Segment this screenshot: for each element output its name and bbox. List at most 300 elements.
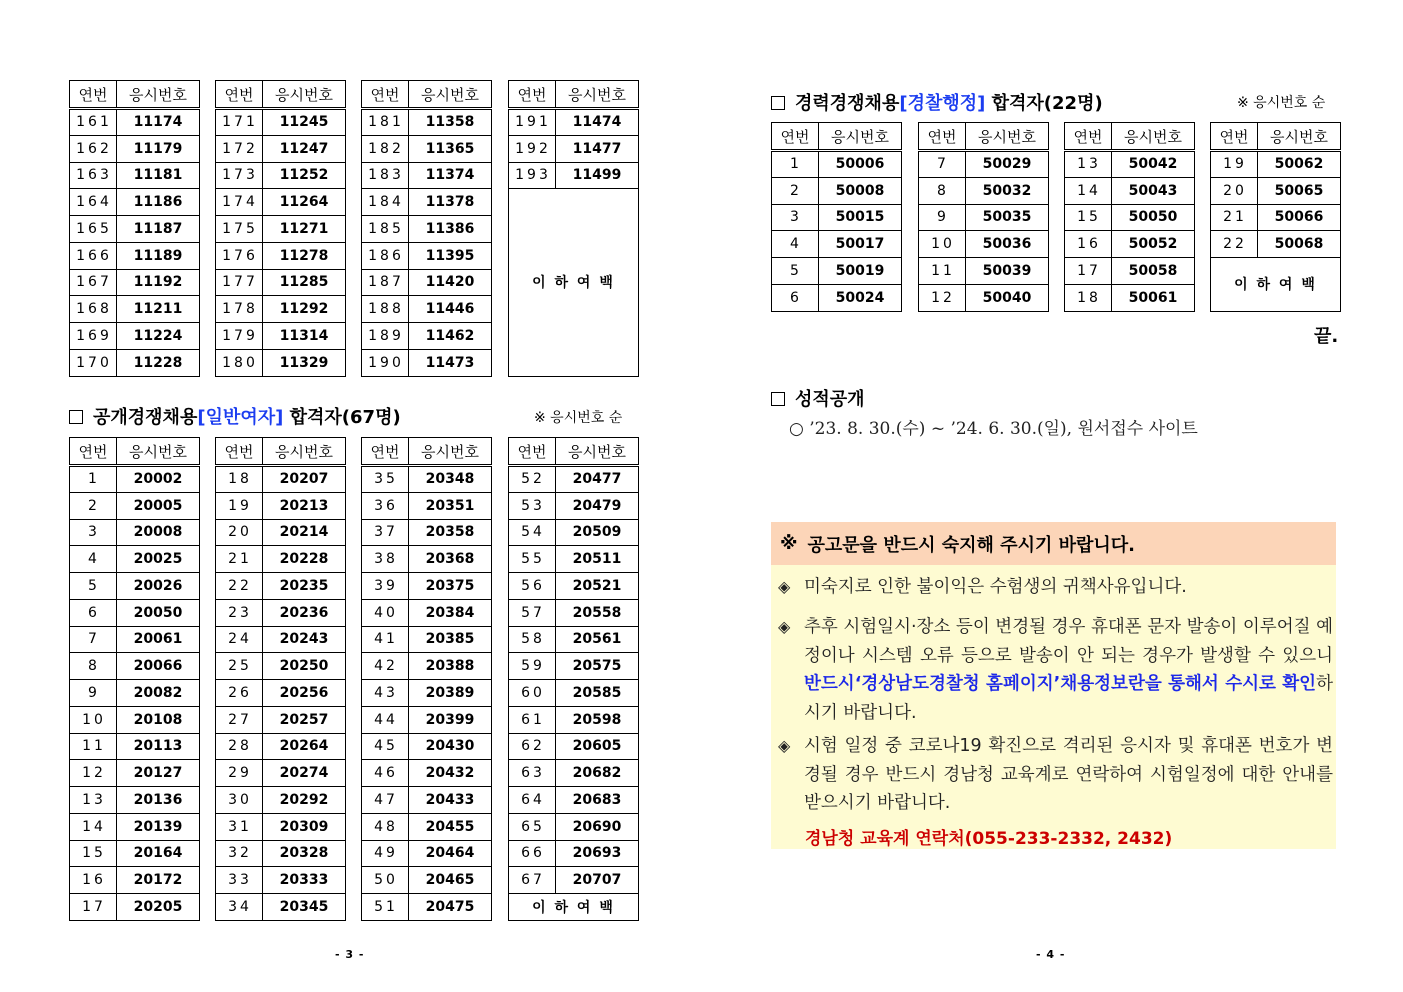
table-row [216, 867, 346, 894]
table-row [509, 706, 639, 733]
row-number: 59 [509, 653, 556, 680]
row-number: 48 [362, 813, 409, 840]
row-number: 7 [919, 151, 966, 178]
table-row [216, 189, 346, 216]
row-number: 60 [509, 680, 556, 707]
row-number: 161 [70, 109, 117, 136]
row-number: 33 [216, 867, 263, 894]
table-row [216, 787, 346, 814]
column-header-number: 연번 [509, 81, 556, 109]
table-row [362, 733, 492, 760]
exam-id: 20368 [409, 546, 492, 573]
table-row [509, 787, 639, 814]
results-table [361, 80, 492, 377]
row-number: 179 [216, 323, 263, 350]
table-row [362, 840, 492, 867]
table-row [70, 162, 200, 189]
exam-id: 11252 [263, 162, 346, 189]
row-number: 6 [70, 599, 117, 626]
table-row [919, 204, 1049, 231]
column-header-number: 연번 [216, 81, 263, 109]
exam-id: 11314 [263, 323, 346, 350]
row-number: 166 [70, 242, 117, 269]
table-row [772, 231, 902, 258]
exam-id: 50006 [819, 151, 902, 178]
table-row [70, 519, 200, 546]
row-number: 35 [362, 466, 409, 493]
row-number: 17 [70, 894, 117, 921]
exam-id: 20433 [409, 787, 492, 814]
exam-id: 20108 [117, 706, 200, 733]
exam-id: 20008 [117, 519, 200, 546]
column-header-exam-id: 응시번호 [263, 81, 346, 109]
table-row [919, 151, 1049, 178]
exam-id: 20509 [556, 519, 639, 546]
row-number: 55 [509, 546, 556, 573]
column-header-number: 연번 [70, 438, 117, 466]
column-header-exam-id: 응시번호 [117, 438, 200, 466]
table-row [509, 546, 639, 573]
row-number: 37 [362, 519, 409, 546]
exam-id: 20598 [556, 706, 639, 733]
notice-item: ◈ 미숙지로 인한 불이익은 수험생의 귀책사유입니다. [778, 573, 1333, 602]
table-row [216, 573, 346, 600]
exam-id: 20464 [409, 840, 492, 867]
results-table [69, 80, 200, 377]
row-number: 4 [70, 546, 117, 573]
exam-id: 20333 [263, 867, 346, 894]
exam-id: 20385 [409, 626, 492, 653]
table-row [216, 546, 346, 573]
column-header-exam-id: 응시번호 [1112, 123, 1195, 151]
row-number: 41 [362, 626, 409, 653]
row-number: 176 [216, 242, 263, 269]
exam-id: 11473 [409, 349, 492, 376]
table-row [70, 813, 200, 840]
exam-id: 11462 [409, 323, 492, 350]
exam-id: 50017 [819, 231, 902, 258]
results-table [69, 437, 200, 921]
exam-id: 50024 [819, 284, 902, 311]
table-row [1065, 284, 1195, 311]
exam-id: 11365 [409, 135, 492, 162]
exam-id: 50008 [819, 177, 902, 204]
row-number: 174 [216, 189, 263, 216]
exam-id: 11285 [263, 269, 346, 296]
exam-id: 11378 [409, 189, 492, 216]
exam-id: 20465 [409, 867, 492, 894]
row-number: 164 [70, 189, 117, 216]
section-title-career-recruit: 경력경쟁채용[경찰행정] 합격자(22명) [771, 89, 1103, 115]
table-row [216, 894, 346, 921]
table-row [509, 599, 639, 626]
exam-id: 20328 [263, 840, 346, 867]
exam-id: 11245 [263, 109, 346, 136]
table-row [362, 706, 492, 733]
row-number: 16 [70, 867, 117, 894]
table-row [70, 323, 200, 350]
contact-info: 경남청 교육계 연락처(055-233-2332, 2432) [805, 829, 1173, 849]
table-row [70, 269, 200, 296]
exam-id: 20139 [117, 813, 200, 840]
table-row [216, 733, 346, 760]
exam-id: 20207 [263, 466, 346, 493]
exam-id: 20384 [409, 599, 492, 626]
row-number: 61 [509, 706, 556, 733]
row-number: 2 [772, 177, 819, 204]
exam-id: 11189 [117, 242, 200, 269]
table-row [509, 813, 639, 840]
table-row [216, 135, 346, 162]
exam-id: 11278 [263, 242, 346, 269]
row-number: 2 [70, 492, 117, 519]
table-row [509, 109, 639, 136]
row-number: 175 [216, 216, 263, 243]
exam-id: 11474 [556, 109, 639, 136]
exam-id: 11271 [263, 216, 346, 243]
table-row [216, 706, 346, 733]
row-number: 7 [70, 626, 117, 653]
results-table [918, 122, 1049, 312]
row-number: 3 [772, 204, 819, 231]
row-number: 64 [509, 787, 556, 814]
exam-id: 50066 [1258, 204, 1341, 231]
exam-id: 11264 [263, 189, 346, 216]
exam-id: 11187 [117, 216, 200, 243]
table-row [216, 653, 346, 680]
page-number: - 3 - [335, 948, 365, 961]
exam-id: 11211 [117, 296, 200, 323]
exam-id: 20243 [263, 626, 346, 653]
exam-id: 11395 [409, 242, 492, 269]
table-row [70, 242, 200, 269]
table-row [216, 162, 346, 189]
exam-id: 11358 [409, 109, 492, 136]
notice-heading: ※ 공고문을 반드시 숙지해 주시기 바랍니다. [771, 522, 1336, 565]
column-header-number: 연번 [70, 81, 117, 109]
column-header-number: 연번 [1211, 123, 1258, 151]
table-row [509, 492, 639, 519]
row-number: 32 [216, 840, 263, 867]
exam-id: 20309 [263, 813, 346, 840]
exam-id: 20172 [117, 867, 200, 894]
exam-id: 20479 [556, 492, 639, 519]
table-row [70, 840, 200, 867]
table-row [772, 151, 902, 178]
exam-id: 20430 [409, 733, 492, 760]
table-row [362, 216, 492, 243]
exam-id: 20358 [409, 519, 492, 546]
exam-id: 20521 [556, 573, 639, 600]
row-number: 27 [216, 706, 263, 733]
row-number: 170 [70, 349, 117, 376]
table-row [216, 519, 346, 546]
row-number: 36 [362, 492, 409, 519]
exam-id: 11247 [263, 135, 346, 162]
table-row [362, 894, 492, 921]
grades-period: ○ ’23. 8. 30.(수) ~ ’24. 6. 30.(일), 원서접수 사이트 [789, 419, 1198, 439]
row-number: 42 [362, 653, 409, 680]
row-number: 26 [216, 680, 263, 707]
page-number: - 4 - [1036, 948, 1066, 961]
exam-id: 11446 [409, 296, 492, 323]
exam-id: 50068 [1258, 231, 1341, 258]
results-table [215, 80, 346, 377]
exam-id: 20399 [409, 706, 492, 733]
row-number: 14 [70, 813, 117, 840]
exam-id: 20707 [556, 867, 639, 894]
row-number: 21 [1211, 204, 1258, 231]
table-row [1211, 151, 1341, 178]
exam-id: 20511 [556, 546, 639, 573]
row-number: 44 [362, 706, 409, 733]
row-number: 10 [70, 706, 117, 733]
exam-id: 11228 [117, 349, 200, 376]
row-number: 50 [362, 867, 409, 894]
table-row [509, 466, 639, 493]
table-row [362, 573, 492, 600]
exam-id: 20205 [117, 894, 200, 921]
row-number: 18 [1065, 284, 1112, 311]
results-table [508, 80, 639, 377]
table-row [70, 680, 200, 707]
exam-id: 11186 [117, 189, 200, 216]
table-row [362, 680, 492, 707]
column-header-exam-id: 응시번호 [409, 81, 492, 109]
exam-id: 20348 [409, 466, 492, 493]
table-row [216, 216, 346, 243]
table-row [772, 258, 902, 285]
exam-id: 11499 [556, 162, 639, 189]
row-number: 67 [509, 867, 556, 894]
row-number: 11 [919, 258, 966, 285]
row-number: 185 [362, 216, 409, 243]
table-row [216, 626, 346, 653]
row-number: 45 [362, 733, 409, 760]
exam-id: 50061 [1112, 284, 1195, 311]
row-number: 28 [216, 733, 263, 760]
row-number: 22 [216, 573, 263, 600]
checkbox-square-icon [69, 410, 83, 424]
column-header-number: 연번 [362, 438, 409, 466]
column-header-number: 연번 [1065, 123, 1112, 151]
table-row [772, 284, 902, 311]
row-number: 186 [362, 242, 409, 269]
column-header-exam-id: 응시번호 [556, 81, 639, 109]
exam-id: 11179 [117, 135, 200, 162]
exam-id: 50058 [1112, 258, 1195, 285]
table-row [509, 135, 639, 162]
row-number: 13 [1065, 151, 1112, 178]
table-row [70, 216, 200, 243]
row-number: 43 [362, 680, 409, 707]
table-row [772, 204, 902, 231]
row-number: 1 [772, 151, 819, 178]
row-number: 11 [70, 733, 117, 760]
notice-item: ◈ 시험 일정 중 코로나19 확진으로 격리된 응시자 및 휴대폰 번호가 변경될 경우 반드시 경남청 교육계로 연락하여 시험일정에 대한 안내를 받으시기 바랍니다. [778, 732, 1333, 818]
row-number: 8 [919, 177, 966, 204]
table-row [509, 733, 639, 760]
blank-filler: 이 하 여 백 [509, 894, 639, 921]
table-row [772, 177, 902, 204]
table-row [362, 546, 492, 573]
exam-id: 11329 [263, 349, 346, 376]
section-title-open-recruit: 공개경쟁채용[일반여자] 합격자(67명) [69, 403, 401, 429]
exam-id: 11174 [117, 109, 200, 136]
row-number: 5 [70, 573, 117, 600]
exam-id: 50039 [966, 258, 1049, 285]
column-header-number: 연번 [772, 123, 819, 151]
table-row [509, 840, 639, 867]
table-row [362, 626, 492, 653]
exam-id: 20432 [409, 760, 492, 787]
table-row [216, 269, 346, 296]
row-number: 21 [216, 546, 263, 573]
column-header-exam-id: 응시번호 [117, 81, 200, 109]
exam-id: 20214 [263, 519, 346, 546]
table-row [1065, 151, 1195, 178]
row-number: 162 [70, 135, 117, 162]
exam-id: 11386 [409, 216, 492, 243]
row-number: 8 [70, 653, 117, 680]
row-number: 47 [362, 787, 409, 814]
row-number: 13 [70, 787, 117, 814]
table-row [362, 653, 492, 680]
row-number: 58 [509, 626, 556, 653]
table-row [216, 242, 346, 269]
checkbox-square-icon [771, 392, 785, 406]
exam-id: 50036 [966, 231, 1049, 258]
exam-id: 20475 [409, 894, 492, 921]
sort-note: ※ 응시번호 순 [1237, 95, 1326, 111]
row-number: 20 [216, 519, 263, 546]
exam-id: 11374 [409, 162, 492, 189]
table-row [509, 867, 639, 894]
table-row [362, 813, 492, 840]
table-row [1065, 177, 1195, 204]
row-number: 15 [1065, 204, 1112, 231]
row-number: 12 [70, 760, 117, 787]
row-number: 63 [509, 760, 556, 787]
exam-id: 50032 [966, 177, 1049, 204]
table-row [362, 242, 492, 269]
table-row [509, 162, 639, 189]
table-row [509, 760, 639, 787]
exam-id: 50043 [1112, 177, 1195, 204]
column-header-exam-id: 응시번호 [966, 123, 1049, 151]
table-row [70, 653, 200, 680]
exam-id: 20585 [556, 680, 639, 707]
row-number: 65 [509, 813, 556, 840]
exam-id: 20127 [117, 760, 200, 787]
exam-id: 11192 [117, 269, 200, 296]
table-row [70, 466, 200, 493]
table-row [919, 258, 1049, 285]
exam-id: 20164 [117, 840, 200, 867]
table-row [70, 599, 200, 626]
row-number: 190 [362, 349, 409, 376]
table-row [509, 519, 639, 546]
row-number: 165 [70, 216, 117, 243]
results-table [1064, 122, 1195, 312]
table-row [216, 296, 346, 323]
row-number: 53 [509, 492, 556, 519]
table-row [1211, 177, 1341, 204]
row-number: 15 [70, 840, 117, 867]
row-number: 30 [216, 787, 263, 814]
row-number: 52 [509, 466, 556, 493]
row-number: 25 [216, 653, 263, 680]
notice-box [771, 522, 1336, 849]
row-number: 9 [70, 680, 117, 707]
table-row [70, 135, 200, 162]
exam-id: 20605 [556, 733, 639, 760]
exam-id: 50042 [1112, 151, 1195, 178]
row-number: 18 [216, 466, 263, 493]
exam-id: 50052 [1112, 231, 1195, 258]
results-table [1210, 122, 1341, 312]
row-number: 23 [216, 599, 263, 626]
sort-note: ※ 응시번호 순 [534, 410, 623, 426]
diamond-bullet-icon: ◈ [778, 577, 791, 596]
end-mark: 끝. [1314, 326, 1339, 347]
table-row [362, 135, 492, 162]
exam-id: 20455 [409, 813, 492, 840]
table-row [70, 867, 200, 894]
row-number: 22 [1211, 231, 1258, 258]
exam-id: 20136 [117, 787, 200, 814]
table-row [362, 519, 492, 546]
table-row [362, 323, 492, 350]
exam-id: 20682 [556, 760, 639, 787]
exam-id: 20257 [263, 706, 346, 733]
checkbox-square-icon [771, 96, 785, 110]
table-row [509, 626, 639, 653]
row-number: 168 [70, 296, 117, 323]
table-row [70, 189, 200, 216]
exam-id: 20388 [409, 653, 492, 680]
table-row [70, 492, 200, 519]
row-number: 54 [509, 519, 556, 546]
column-header-exam-id: 응시번호 [819, 123, 902, 151]
row-number: 9 [919, 204, 966, 231]
exam-id: 11224 [117, 323, 200, 350]
table-row [1211, 204, 1341, 231]
row-number: 189 [362, 323, 409, 350]
row-number: 163 [70, 162, 117, 189]
row-number: 6 [772, 284, 819, 311]
exam-id: 20292 [263, 787, 346, 814]
row-number: 181 [362, 109, 409, 136]
exam-id: 50050 [1112, 204, 1195, 231]
row-number: 24 [216, 626, 263, 653]
row-number: 39 [362, 573, 409, 600]
row-number: 20 [1211, 177, 1258, 204]
table-row [362, 269, 492, 296]
row-number: 169 [70, 323, 117, 350]
exam-id: 20061 [117, 626, 200, 653]
row-number: 180 [216, 349, 263, 376]
exam-id: 20236 [263, 599, 346, 626]
table-row [216, 466, 346, 493]
results-table [508, 437, 639, 921]
table-row [70, 894, 200, 921]
table-row [362, 296, 492, 323]
results-table [361, 437, 492, 921]
table-row [216, 349, 346, 376]
row-number: 178 [216, 296, 263, 323]
exam-id: 20575 [556, 653, 639, 680]
